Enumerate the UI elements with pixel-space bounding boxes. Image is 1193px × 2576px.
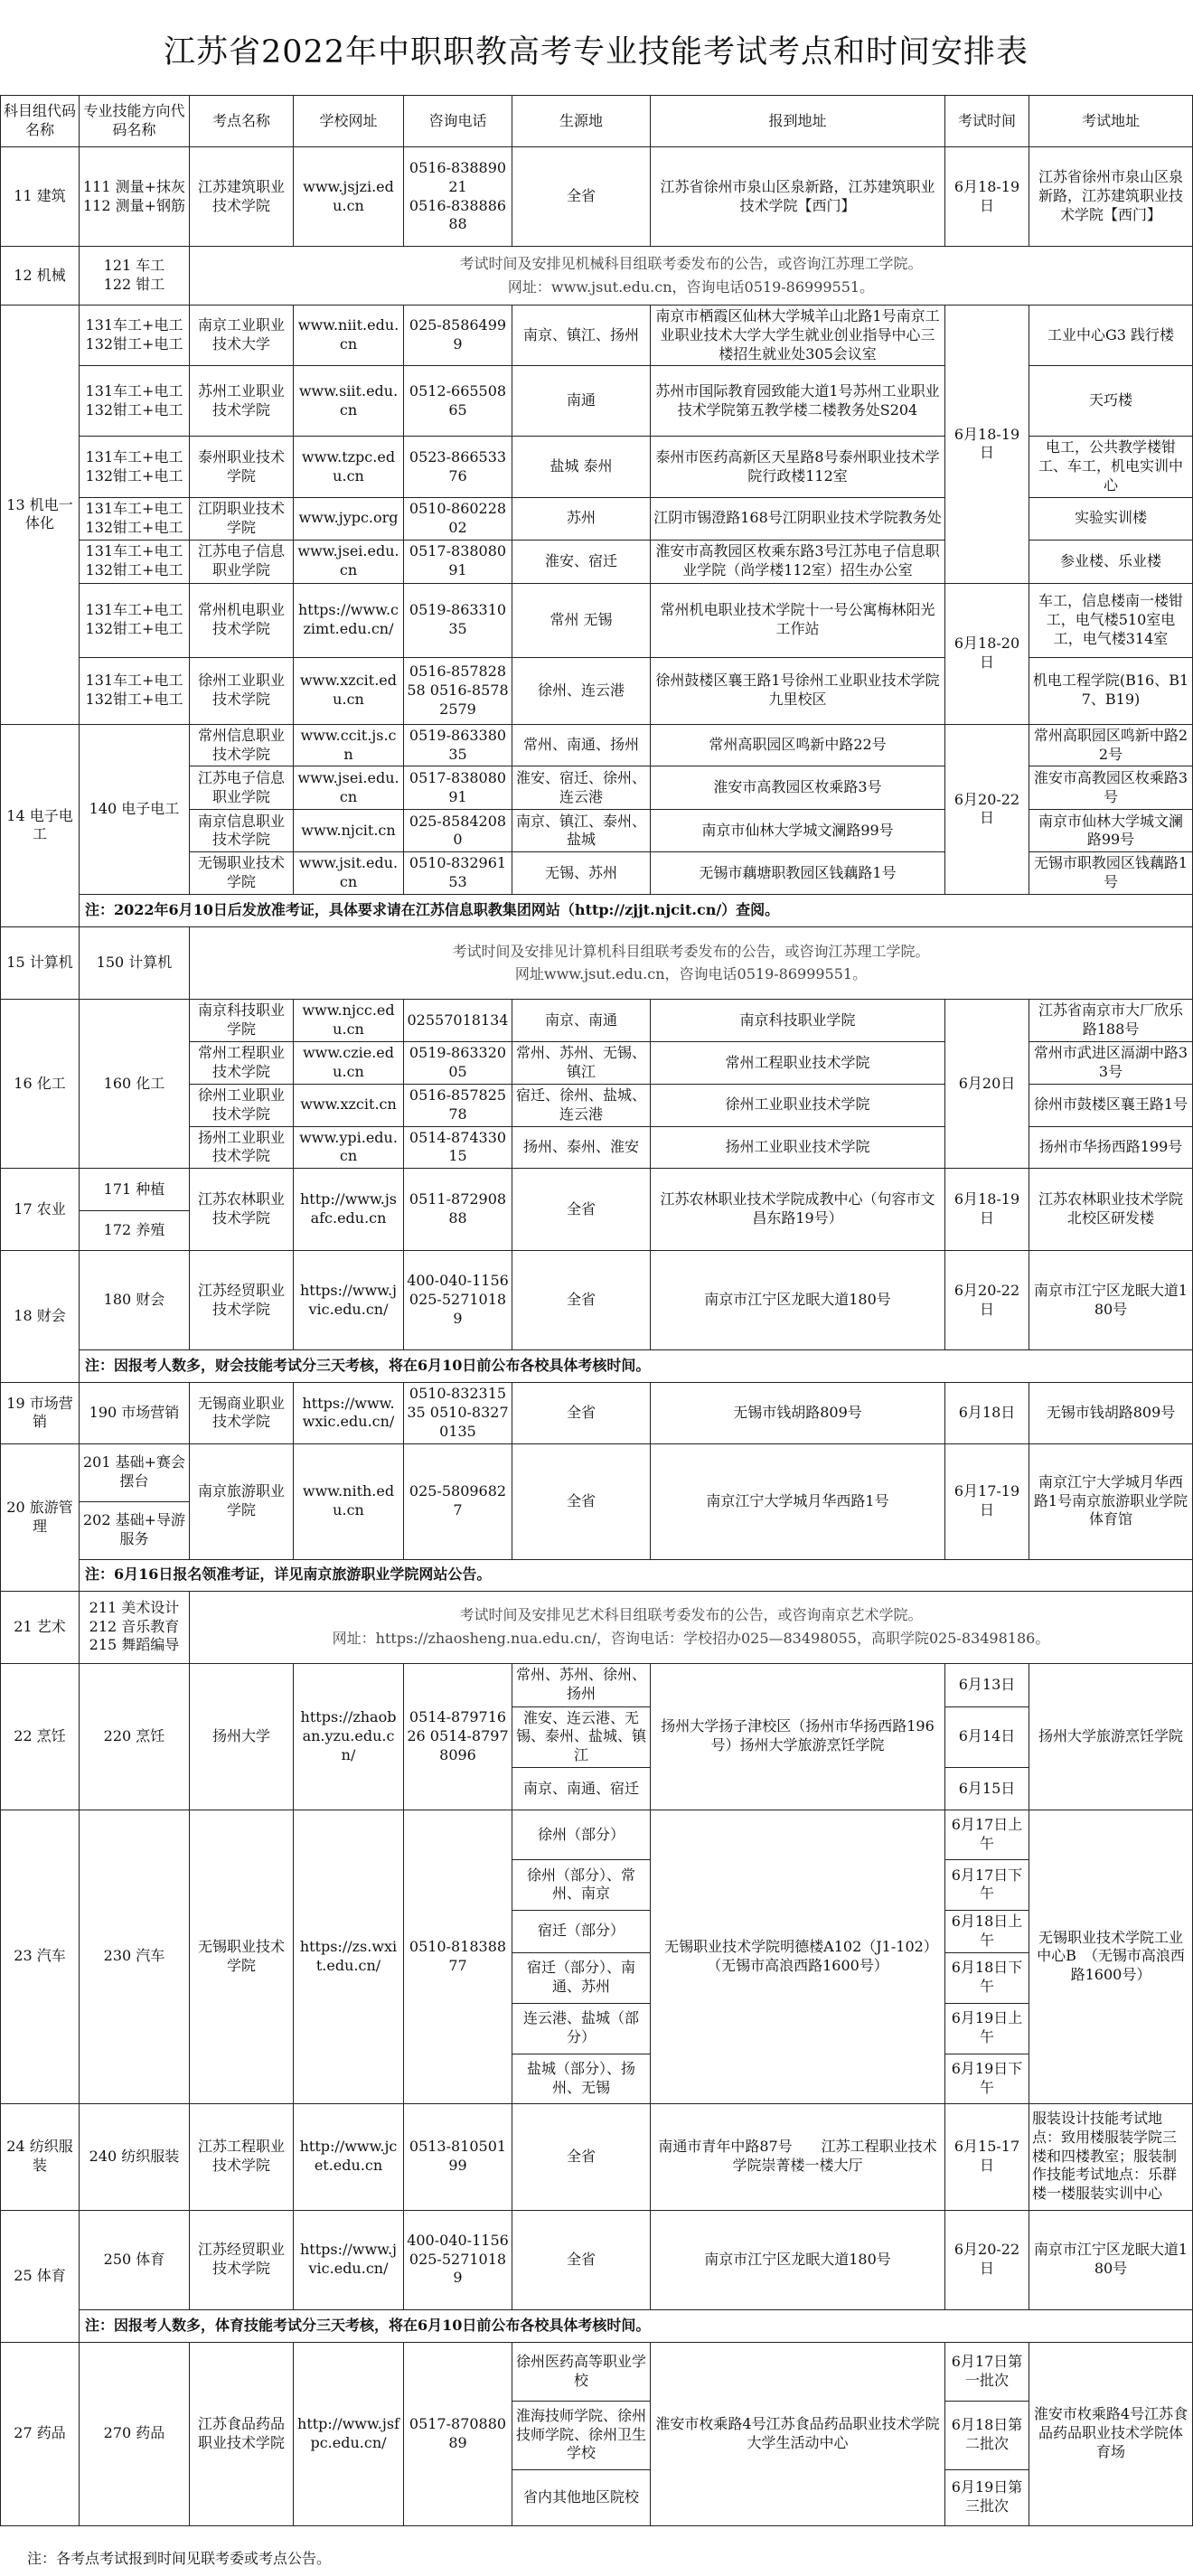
phone-cell: 400-040-1156 025-52710189 (404, 1251, 512, 1350)
report-address-cell: 扬州工业职业技术学院 (651, 1126, 945, 1169)
subject-cell: 19 市场营销 (1, 1383, 80, 1443)
exam-address-cell: 服装设计技能考试地点：致用楼服装学院三楼和四楼教室；服装制作技能考试地点：乐群楼一楼服装实训中心 (1029, 2103, 1193, 2210)
direction-cell: 202 基础+导游服务 (80, 1501, 190, 1559)
info-cell (190, 1591, 1193, 1663)
site-cell: 南京信息职业技术学院 (190, 810, 294, 852)
subject-cell: 22 烹饪 (1, 1663, 80, 1810)
time-cell: 6月18-19日 (945, 147, 1029, 247)
phone-cell: 0516-85782858 0516-85782579 (404, 657, 512, 724)
website-cell: https://zs.wxit.edu.cn/ (294, 1810, 404, 2103)
website-cell: www.nith.edu.cn (294, 1443, 404, 1559)
phone-cell: 025-85842080 (404, 810, 512, 852)
subject-cell: 15 计算机 (1, 926, 80, 999)
subject-cell: 24 纺织服装 (1, 2103, 80, 2210)
subject-cell: 13 机电一体化 (1, 306, 80, 725)
phone-cell: 0513-81050199 (404, 2103, 512, 2210)
table-row (1, 306, 1193, 366)
exam-address-cell: 江苏省南京市大厂欣乐路188号 (1029, 999, 1193, 1041)
website-cell: www.tzpc.edu.cn (294, 437, 404, 497)
report-address-cell: 淮安市高教园区枚乘东路3号江苏电子信息职业学院（尚学楼112室）招生办公室 (651, 540, 945, 583)
site-cell: 无锡商业职业技术学院 (190, 1383, 294, 1443)
time-cell: 6月19日上午 (945, 2003, 1029, 2054)
website-cell: https://www.jvic.edu.cn/ (294, 1251, 404, 1350)
direction-cell: 131车工+电工 132钳工+电工 (80, 540, 190, 583)
website-cell: www.xzcit.edu.cn (294, 657, 404, 724)
phone-cell: 0514-87433015 (404, 1126, 512, 1169)
phone-cell: 0512-66550865 (404, 366, 512, 437)
phone-cell: 0516-85782578 (404, 1084, 512, 1126)
table-row (1, 1251, 1193, 1350)
report-address-cell: 南通市青年中路87号 江苏工程职业技术学院崇菁楼一楼大厅 (651, 2103, 945, 2210)
phone-cell (404, 147, 512, 247)
note-cell: 注：因报考人数多，财会技能考试分三天考核，将在6月10日前公布各校具体考核时间。 (80, 1350, 1193, 1383)
source-cell: 全省 (512, 1383, 651, 1443)
exam-address-cell: 淮安市高教园区枚乘路3号 (1029, 766, 1193, 810)
time-cell: 6月19日第三批次 (945, 2469, 1029, 2525)
exam-address-cell: 江苏农林职业技术学院北校区研发楼 (1029, 1169, 1193, 1251)
exam-address-cell: 常州市武进区滆湖中路33号 (1029, 1041, 1193, 1084)
direction-cell (80, 147, 190, 247)
time-cell: 6月19日下午 (945, 2054, 1029, 2103)
report-address-cell: 南京市仙林大学城文澜路99号 (651, 810, 945, 852)
subject-cell: 14 电子电工 (1, 724, 80, 926)
site-cell: 江苏电子信息职业学院 (190, 540, 294, 583)
source-cell: 南京、镇江、扬州 (512, 306, 651, 366)
direction-cell: 131车工+电工 132钳工+电工 (80, 366, 190, 437)
report-address-cell: 江苏农林职业技术学院成教中心（句容市文昌东路19号） (651, 1169, 945, 1251)
direction-cell (80, 1591, 190, 1663)
header-cell: 科目组代码名称 (1, 96, 80, 147)
subject-cell: 25 体育 (1, 2210, 80, 2342)
note-row (1, 894, 1193, 926)
website-cell: www.ypi.edu.cn (294, 1126, 404, 1169)
source-cell: 淮安、连云港、无锡、泰州、盐城、镇江 (512, 1706, 651, 1767)
source-cell: 苏州 (512, 497, 651, 540)
report-address-cell: 淮安市枚乘路4号江苏食品药品职业技术学院 大学生活动中心 (651, 2342, 945, 2525)
time-cell: 6月17日上午 (945, 1810, 1029, 1859)
time-cell: 6月18日下午 (945, 1952, 1029, 2003)
website-cell: https://www.czimt.edu.cn/ (294, 583, 404, 657)
exam-address-cell: 无锡职业技术学院工业中心B （无锡市高浪西路1600号） (1029, 1810, 1193, 2103)
website-cell: https://www.jvic.edu.cn/ (294, 2210, 404, 2309)
time-cell: 6月18日上午 (945, 1910, 1029, 1952)
website-cell: www.jsei.edu.cn (294, 540, 404, 583)
header-cell: 报到地址 (651, 96, 945, 147)
site-cell: 无锡职业技术学院 (190, 852, 294, 895)
site-cell: 扬州工业职业技术学院 (190, 1126, 294, 1169)
exam-address-cell: 南京江宁大学城月华西路1号南京旅游职业学院体育馆 (1029, 1443, 1193, 1559)
exam-address-cell: 工业中心G3 践行楼 (1029, 306, 1193, 366)
report-address-cell: 无锡市钱胡路809号 (651, 1383, 945, 1443)
source-cell: 徐州（部分） (512, 1810, 651, 1859)
exam-address-cell: 无锡市钱胡路809号 (1029, 1383, 1193, 1443)
page-title: 江苏省2022年中职职教高考专业技能考试考点和时间安排表 (163, 34, 1029, 71)
source-cell: 南通 (512, 366, 651, 437)
exam-address-cell: 实验实训楼 (1029, 497, 1193, 540)
source-cell: 宿迁（部分） (512, 1910, 651, 1952)
subject-cell: 20 旅游管理 (1, 1443, 80, 1591)
table-row (1, 926, 1193, 999)
source-cell: 常州 无锡 (512, 583, 651, 657)
note-row (1, 1559, 1193, 1591)
website-cell: www.jypc.org (294, 497, 404, 540)
phone-cell: 0510-86022802 (404, 497, 512, 540)
site-cell: 江苏农林职业技术学院 (190, 1169, 294, 1251)
report-address-cell: 徐州工业职业技术学院 (651, 1084, 945, 1126)
subject-cell: 18 财会 (1, 1251, 80, 1383)
site-cell: 常州机电职业技术学院 (190, 583, 294, 657)
table-row (1, 2210, 1193, 2309)
table-row (1, 1663, 1193, 1706)
website-cell: http://www.jsafc.edu.cn (294, 1169, 404, 1251)
time-cell: 6月20-22日 (945, 724, 1029, 894)
website-cell: www.xzcit.cn (294, 1084, 404, 1126)
site-cell: 江苏经贸职业技术学院 (190, 1251, 294, 1350)
direction-cell: 131车工+电工 132钳工+电工 (80, 437, 190, 497)
info-line: 考试时间及安排见机械科目组联考委发布的公告，或咨询江苏理工学院。 (459, 255, 923, 273)
phone-line: 0516-83888688 (409, 196, 507, 233)
exam-address-cell: 电工，公共教学楼钳工、车工，机电实训中心 (1029, 437, 1193, 497)
header-cell: 咨询电话 (404, 96, 512, 147)
source-cell: 盐城（部分）、扬州、无锡 (512, 2054, 651, 2103)
time-cell: 6月14日 (945, 1706, 1029, 1767)
subject-cell: 27 药品 (1, 2342, 80, 2525)
website-cell: www.czie.edu.cn (294, 1041, 404, 1084)
report-address-cell: 常州工程职业技术学院 (651, 1041, 945, 1084)
exam-address-cell: 南京市江宁区龙眠大道180号 (1029, 1251, 1193, 1350)
header-cell: 生源地 (512, 96, 651, 147)
direction-cell: 160 化工 (80, 999, 190, 1168)
direction-cell: 190 市场营销 (80, 1383, 190, 1443)
website-cell: www.siit.edu.cn (294, 366, 404, 437)
info-cell (190, 926, 1193, 999)
info-cell (190, 247, 1193, 306)
time-cell: 6月18日 (945, 1383, 1029, 1443)
note-row (1, 2309, 1193, 2342)
report-address-cell: 无锡市藕塘职教园区钱藕路1号 (651, 852, 945, 895)
source-cell: 常州、苏州、无锡、镇江 (512, 1041, 651, 1084)
table-row (1, 999, 1193, 1041)
note-cell: 注：2022年6月10日后发放准考证，具体要求请在江苏信息职教集团网站（http://zjjt.njcit.cn/）查阅。 (80, 894, 1193, 926)
report-address-cell: 南京市江宁区龙眠大道180号 (651, 2210, 945, 2309)
source-cell: 宿迁（部分）、南通、苏州 (512, 1952, 651, 2003)
exam-address-cell: 江苏省徐州市泉山区泉新路，江苏建筑职业技术学院【西门】 (1029, 147, 1193, 247)
report-address-cell: 南京科技职业学院 (651, 999, 945, 1041)
source-cell: 省内其他地区院校 (512, 2469, 651, 2525)
subject-cell: 11 建筑 (1, 147, 80, 247)
table-row (1, 2342, 1193, 2401)
table-row (1, 1810, 1193, 1859)
direction-line: 121 车工 (103, 257, 165, 275)
direction-cell: 171 种植 (80, 1169, 190, 1211)
site-cell: 江苏食品药品职业技术学院 (190, 2342, 294, 2525)
site-cell: 江苏建筑职业技术学院 (190, 147, 294, 247)
subject-cell: 17 农业 (1, 1169, 80, 1251)
direction-cell: 150 计算机 (80, 926, 190, 999)
direction-cell (80, 247, 190, 306)
table-row (1, 2103, 1193, 2210)
website-cell: www.njcc.edu.cn (294, 999, 404, 1041)
website-cell: https://www.wxic.edu.cn/ (294, 1383, 404, 1443)
source-cell: 全省 (512, 2210, 651, 2309)
website-cell: www.jsei.edu.cn (294, 766, 404, 810)
source-cell: 徐州、连云港 (512, 657, 651, 724)
header-cell: 考点名称 (190, 96, 294, 147)
source-cell: 常州、苏州、徐州、扬州 (512, 1663, 651, 1706)
direction-cell: 172 养殖 (80, 1211, 190, 1251)
info-line: 考试时间及安排见计算机科目组联考委发布的公告，或咨询江苏理工学院。 (452, 942, 930, 960)
header-cell: 学校网址 (294, 96, 404, 147)
info-line: 考试时间及安排见艺术科目组联考委发布的公告，或咨询南京艺术学院。 (459, 1606, 923, 1624)
source-cell: 淮海技师学院、徐州技师学院、徐州卫生学校 (512, 2401, 651, 2469)
direction-cell: 140 电子电工 (80, 724, 190, 894)
website-cell: www.jsit.edu.cn (294, 852, 404, 895)
source-cell: 全省 (512, 2103, 651, 2210)
phone-cell: 0523-86653376 (404, 437, 512, 497)
exam-address-cell: 南京市仙林大学城文澜路99号 (1029, 810, 1193, 852)
source-cell: 淮安、宿迁 (512, 540, 651, 583)
phone-cell: 400-040-1156 025-52710189 (404, 2210, 512, 2309)
time-cell: 6月20-22日 (945, 2210, 1029, 2309)
site-cell: 南京旅游职业学院 (190, 1443, 294, 1559)
report-address-cell: 南京市栖霞区仙林大学城羊山北路1号南京工业职业技术大学大学生就业创业指导中心三楼招生就业处305会议室 (651, 306, 945, 366)
time-cell: 6月18-19日 (945, 306, 1029, 584)
subject-cell: 16 化工 (1, 999, 80, 1168)
exam-address-cell: 淮安市枚乘路4号江苏食品药品职业技术学院体育场 (1029, 2342, 1193, 2525)
direction-line: 122 钳工 (103, 276, 165, 293)
report-address-cell: 江苏省徐州市泉山区泉新路，江苏建筑职业技术学院【西门】 (651, 147, 945, 247)
direction-cell: 250 体育 (80, 2210, 190, 2309)
report-address-cell: 泰州市医药高新区天星路8号泰州职业技术学院行政楼112室 (651, 437, 945, 497)
report-address-cell: 常州机电职业技术学院十一号公寓梅林阳光工作站 (651, 583, 945, 657)
direction-cell: 131车工+电工 132钳工+电工 (80, 583, 190, 657)
exam-address-cell: 徐州市鼓楼区襄王路1号 (1029, 1084, 1193, 1126)
direction-cell: 131车工+电工 132钳工+电工 (80, 497, 190, 540)
report-address-cell: 苏州市国际教育园致能大道1号苏州工业职业技术学院第五教学楼二楼教务处S204 (651, 366, 945, 437)
site-cell: 无锡职业技术学院 (190, 1810, 294, 2103)
time-cell: 6月15日 (945, 1767, 1029, 1810)
table-row (1, 724, 1193, 766)
table-row (1, 1383, 1193, 1443)
source-cell: 淮安、宿迁、徐州、连云港 (512, 766, 651, 810)
time-cell: 6月18-19日 (945, 1169, 1029, 1251)
site-cell: 泰州职业技术学院 (190, 437, 294, 497)
phone-cell: 0517-83808091 (404, 766, 512, 810)
website-cell: http://www.jsfpc.edu.cn/ (294, 2342, 404, 2525)
phone-cell: 025-58096827 (404, 1443, 512, 1559)
source-cell: 全省 (512, 147, 651, 247)
note-cell: 注：因报考人数多，体育技能考试分三天考核，将在6月10日前公布各校具体考核时间。 (80, 2309, 1193, 2342)
phone-cell: 0519-86331035 (404, 583, 512, 657)
exam-address-cell: 参业楼、乐业楼 (1029, 540, 1193, 583)
website-cell: http://www.jcet.edu.cn (294, 2103, 404, 2210)
phone-cell: 0519-86332005 (404, 1041, 512, 1084)
footnote: 注：各考点考试报到时间见联考委或考点公告。 (27, 2550, 332, 2567)
subject-cell: 12 机械 (1, 247, 80, 306)
time-cell: 6月13日 (945, 1663, 1029, 1706)
report-address-cell: 江阴市锡澄路168号江阴职业技术学院教务处 (651, 497, 945, 540)
website-cell: www.niit.edu.cn (294, 306, 404, 366)
website-cell: www.ccit.js.cn (294, 724, 404, 766)
exam-address-cell: 无锡市职教园区钱藕路1号 (1029, 852, 1193, 895)
site-cell: 江阴职业技术学院 (190, 497, 294, 540)
header-row (1, 96, 1193, 147)
direction-cell: 240 纺织服装 (80, 2103, 190, 2210)
source-cell: 无锡、苏州 (512, 852, 651, 895)
exam-address-cell: 常州高职园区鸣新中路22号 (1029, 724, 1193, 766)
source-cell: 扬州、泰州、淮安 (512, 1126, 651, 1169)
site-cell: 扬州大学 (190, 1663, 294, 1810)
phone-cell: 0519-86338035 (404, 724, 512, 766)
website-cell: www.jsjzi.edu.cn (294, 147, 404, 247)
source-cell: 南京、镇江、泰州、盐城 (512, 810, 651, 852)
site-cell: 江苏工程职业技术学院 (190, 2103, 294, 2210)
info-line: 网址www.jsut.edu.cn，咨询电话0519-86999551。 (514, 965, 868, 983)
source-cell: 全省 (512, 1443, 651, 1559)
subject-cell: 23 汽车 (1, 1810, 80, 2103)
header-cell: 考试时间 (945, 96, 1029, 147)
table-row (1, 147, 1193, 247)
source-cell: 全省 (512, 1169, 651, 1251)
source-cell: 常州、南通、扬州 (512, 724, 651, 766)
site-cell: 常州工程职业技术学院 (190, 1041, 294, 1084)
time-cell: 6月17日第一批次 (945, 2342, 1029, 2401)
info-line: 网址：www.jsut.edu.cn，咨询电话0519-86999551。 (507, 278, 875, 296)
site-cell: 苏州工业职业技术学院 (190, 366, 294, 437)
exam-address-cell: 机电工程学院(B16、B17、B19) (1029, 657, 1193, 724)
exam-address-cell: 南京市江宁区龙眠大道180号 (1029, 2210, 1193, 2309)
exam-address-cell: 天巧楼 (1029, 366, 1193, 437)
site-cell: 南京工业职业技术大学 (190, 306, 294, 366)
exam-address-cell: 扬州大学旅游烹饪学院 (1029, 1663, 1193, 1810)
phone-cell: 025-85864999 (404, 306, 512, 366)
phone-cell: 02557018134 (404, 999, 512, 1041)
direction-line: 211 美术设计 (89, 1598, 180, 1616)
source-cell: 连云港、盐城（部分） (512, 2003, 651, 2054)
table-row (1, 1591, 1193, 1663)
site-cell: 南京科技职业学院 (190, 999, 294, 1041)
site-cell: 徐州工业职业技术学院 (190, 1084, 294, 1126)
direction-cell: 230 汽车 (80, 1810, 190, 2103)
direction-cell: 180 财会 (80, 1251, 190, 1350)
site-cell: 徐州工业职业技术学院 (190, 657, 294, 724)
phone-cell: 0517-87088089 (404, 2342, 512, 2525)
website-cell: www.njcit.cn (294, 810, 404, 852)
table-row (1, 1443, 1193, 1501)
exam-address-cell: 车工，信息楼南一楼钳工，电气楼510室电工，电气楼314室 (1029, 583, 1193, 657)
phone-cell: 0510-81838877 (404, 1810, 512, 2103)
exam-schedule-table (0, 95, 1193, 2526)
phone-cell: 0514-87971626 0514-87978096 (404, 1663, 512, 1810)
direction-cell: 131车工+电工 132钳工+电工 (80, 306, 190, 366)
table-row (1, 583, 1193, 657)
direction-cell: 201 基础+赛会摆台 (80, 1443, 190, 1501)
table-row (1, 1169, 1193, 1211)
source-cell: 宿迁、徐州、盐城、连云港 (512, 1084, 651, 1126)
phone-cell: 0510-83296153 (404, 852, 512, 895)
subject-cell: 21 艺术 (1, 1591, 80, 1663)
site-cell: 江苏经贸职业技术学院 (190, 2210, 294, 2309)
note-row (1, 1350, 1193, 1383)
time-cell: 6月15-17日 (945, 2103, 1029, 2210)
phone-line: 0516-83889021 (409, 158, 507, 195)
exam-address-cell: 扬州市华扬西路199号 (1029, 1126, 1193, 1169)
direction-cell: 131车工+电工 132钳工+电工 (80, 657, 190, 724)
report-address-cell: 扬州大学扬子津校区（扬州市华扬西路196号）扬州大学旅游烹饪学院 (651, 1663, 945, 1810)
report-address-cell: 无锡职业技术学院明德楼A102（J1-102） （无锡市高浪西路1600号） (651, 1810, 945, 2103)
report-address-cell: 徐州鼓楼区襄王路1号徐州工业职业技术学院九里校区 (651, 657, 945, 724)
source-cell: 盐城 泰州 (512, 437, 651, 497)
time-cell: 6月20日 (945, 999, 1029, 1168)
time-cell: 6月17-19日 (945, 1443, 1029, 1559)
time-cell: 6月17日下午 (945, 1859, 1029, 1910)
source-cell: 徐州医药高等职业学校 (512, 2342, 651, 2401)
report-address-cell: 淮安市高教园区枚乘路3号 (651, 766, 945, 810)
time-cell: 6月20-22日 (945, 1251, 1029, 1350)
site-cell: 常州信息职业技术学院 (190, 724, 294, 766)
time-cell: 6月18-20日 (945, 583, 1029, 724)
direction-line: 111 测量+抹灰 (82, 177, 186, 195)
source-cell: 全省 (512, 1251, 651, 1350)
report-address-cell: 南京市江宁区龙眠大道180号 (651, 1251, 945, 1350)
website-cell: https://zhaoban.yzu.edu.cn/ (294, 1663, 404, 1810)
site-cell: 江苏电子信息职业学院 (190, 766, 294, 810)
note-cell: 注：6月16日报名领准考证，详见南京旅游职业学院网站公告。 (80, 1559, 1193, 1591)
direction-line: 112 测量+钢筋 (82, 196, 186, 214)
phone-cell: 0510-83231535 0510-83270135 (404, 1383, 512, 1443)
source-cell: 徐州（部分）、常州、南京 (512, 1859, 651, 1910)
direction-cell: 270 药品 (80, 2342, 190, 2525)
header-cell: 专业技能方向代码名称 (80, 96, 190, 147)
report-address-cell: 南京江宁大学城月华西路1号 (651, 1443, 945, 1559)
phone-cell: 0511-87290888 (404, 1169, 512, 1251)
table-row (1, 247, 1193, 306)
info-line: 网址：https://zhaosheng.nua.edu.cn/，咨询电话：学校招办025—83498055，高职学院025-83498186。 (332, 1630, 1050, 1648)
direction-line: 215 舞蹈编导 (89, 1636, 180, 1654)
source-cell: 南京、南通 (512, 999, 651, 1041)
report-address-cell: 常州高职园区鸣新中路22号 (651, 724, 945, 766)
phone-cell: 0517-83808091 (404, 540, 512, 583)
direction-cell: 220 烹饪 (80, 1663, 190, 1810)
time-cell: 6月18日第二批次 (945, 2401, 1029, 2469)
source-cell: 南京、南通、宿迁 (512, 1767, 651, 1810)
header-cell: 考试地址 (1029, 96, 1193, 147)
direction-line: 212 音乐教育 (89, 1617, 180, 1635)
